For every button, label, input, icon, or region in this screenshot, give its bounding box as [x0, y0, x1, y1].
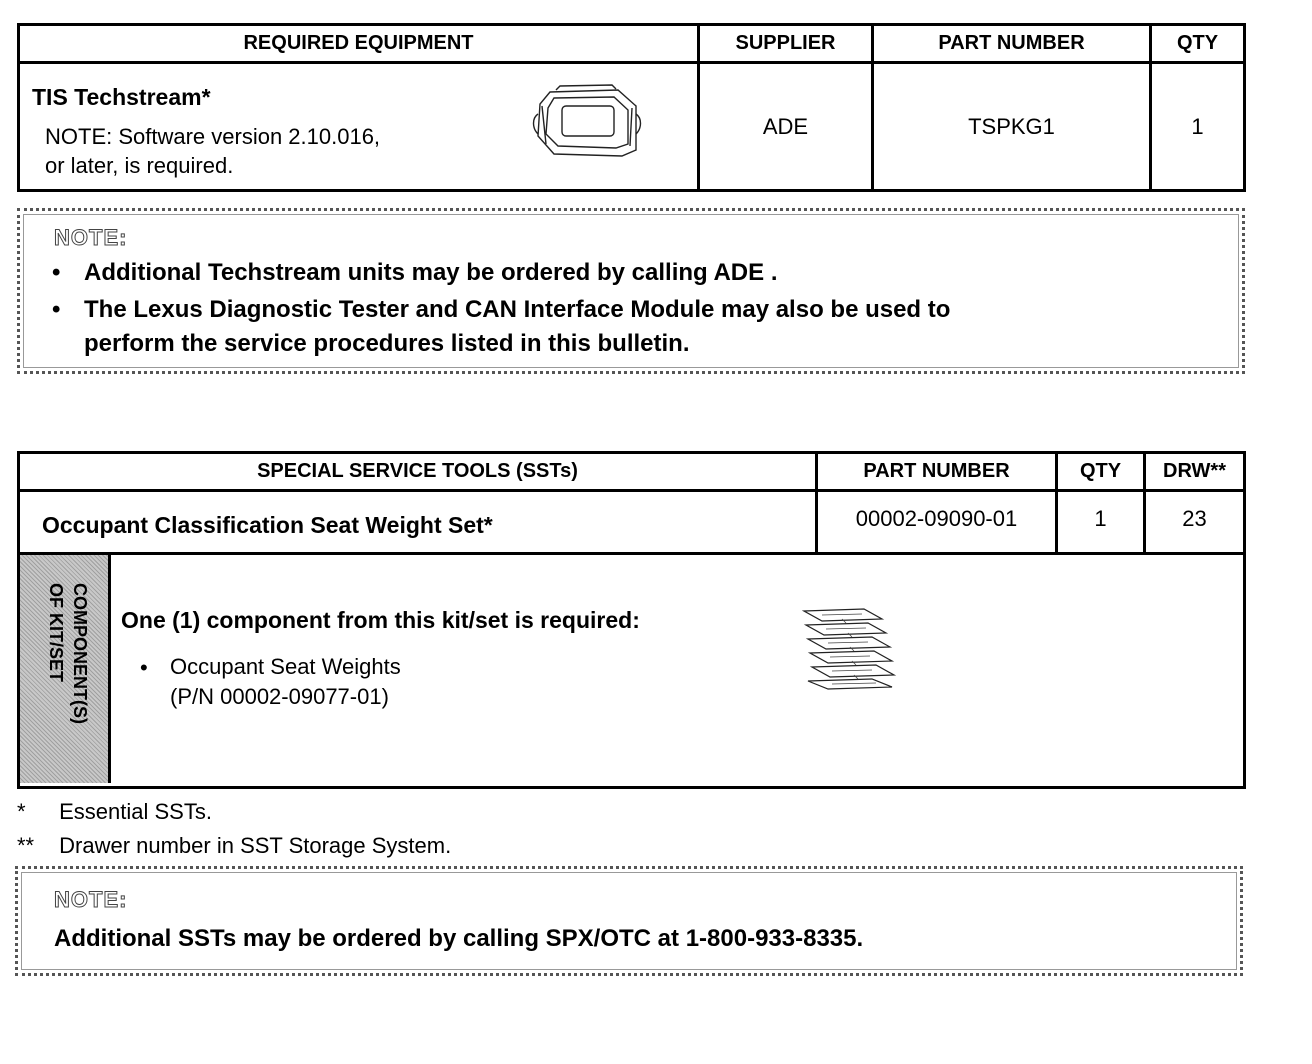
bullet-dot: • [52, 296, 61, 323]
sst-qty-cell [1057, 491, 1145, 554]
sst-part-number-cell [817, 491, 1057, 554]
footnote-mark: ** [17, 833, 35, 858]
footnote-text: Essential SSTs. [59, 799, 212, 824]
sst-name: Occupant Classification Seat Weight Set* [42, 512, 493, 538]
header-drawer: DRW** [1145, 453, 1245, 491]
note-bullet-2-line2: perform the service procedures listed in this bulletin. [84, 330, 690, 357]
components-intro: One (1) component from this kit/set is required: [121, 607, 640, 633]
components-cell [19, 554, 1245, 788]
note-bullet-2 [52, 293, 951, 361]
components-sidebar [20, 555, 111, 783]
equipment-name: TIS Techstream* [32, 84, 211, 110]
header-supplier: SUPPLIER [699, 25, 873, 63]
table-row [19, 63, 1245, 191]
special-service-tools-table [17, 451, 1246, 789]
components-label-line2: OF KIT/SET [46, 583, 66, 682]
part-number-cell: TSPKG1 [873, 63, 1151, 191]
note-bullet-2-line1: The Lexus Diagnostic Tester and CAN Interface Module may also be used to [84, 296, 951, 323]
footnote-essential [17, 799, 212, 825]
table-header-row [19, 453, 1245, 491]
note-box-techstream [17, 208, 1245, 374]
sst-drawer: 23 [1182, 506, 1207, 531]
note-box-sst [15, 866, 1243, 976]
equipment-note-line1: NOTE: Software version 2.10.016, [45, 124, 381, 149]
sst-drawer-cell [1145, 491, 1245, 554]
header-qty: QTY [1057, 453, 1145, 491]
components-label-line1: COMPONENT(S) [70, 583, 90, 724]
sst-name-cell [19, 491, 817, 554]
table-row [19, 491, 1245, 554]
component-name: Occupant Seat Weights [170, 654, 401, 679]
footnote-text: Drawer number in SST Storage System. [59, 833, 452, 858]
sst-qty: 1 [1094, 506, 1107, 531]
note-bullet-1 [52, 256, 778, 290]
equipment-note-line2: or later, is required. [45, 153, 234, 178]
bullet-dot: • [52, 259, 61, 286]
sst-part-number: 00002-09090-01 [855, 506, 1018, 531]
seat-weights-stack-icon [802, 605, 898, 691]
component-part-number: (P/N 00002-09077-01) [170, 684, 389, 709]
components-label [44, 583, 92, 763]
table-header-row [19, 25, 1245, 63]
note-heading: NOTE: [54, 225, 128, 250]
header-qty: QTY [1151, 25, 1245, 63]
header-part-number: PART NUMBER [873, 25, 1151, 63]
header-special-service-tools: SPECIAL SERVICE TOOLS (SSTs) [19, 453, 817, 491]
header-part-number: PART NUMBER [817, 453, 1057, 491]
equipment-cell [19, 63, 699, 191]
note-bullet-1-text: Additional Techstream units may be ordered by calling ADE . [84, 259, 778, 286]
component-bullet: • [140, 655, 148, 680]
techstream-device-icon [532, 84, 644, 160]
footnote-drawer [17, 833, 451, 859]
qty-cell: 1 [1151, 63, 1245, 191]
header-required-equipment: REQUIRED EQUIPMENT [19, 25, 699, 63]
supplier-cell: ADE [699, 63, 873, 191]
note-heading: NOTE: [54, 887, 128, 912]
note-sst-text: Additional SSTs may be ordered by calling SPX/OTC at 1-800-933-8335. [54, 925, 864, 952]
footnote-mark: * [17, 799, 26, 824]
components-row [19, 554, 1245, 788]
required-equipment-table [17, 23, 1246, 192]
